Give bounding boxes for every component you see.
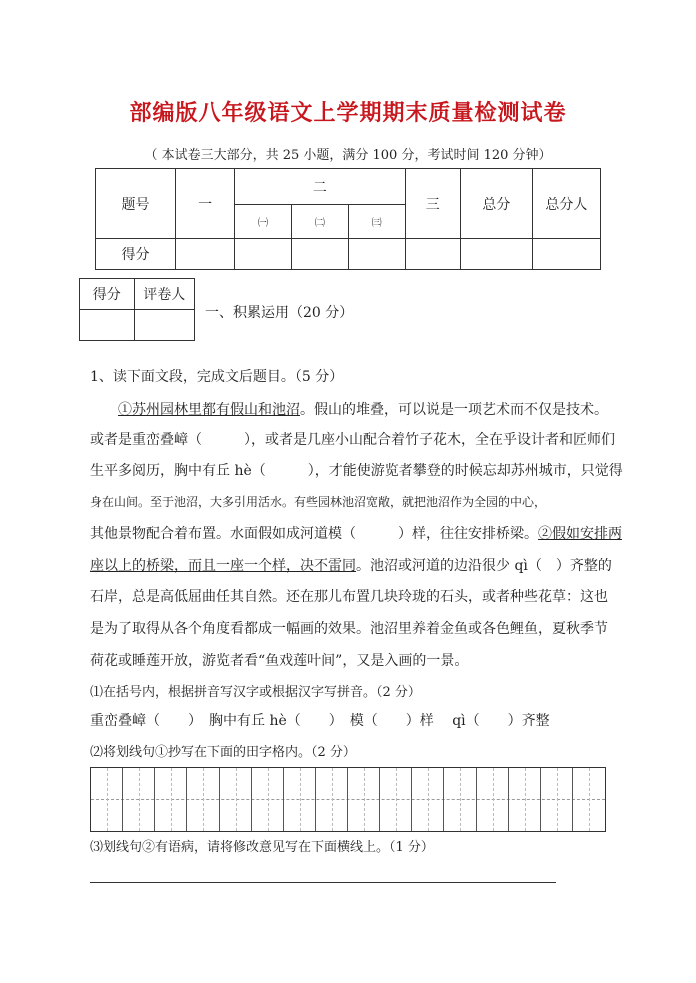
grid-guide-line [428,768,429,831]
header-scorer: 总分人 [532,169,600,239]
passage-line: 荷花或睡莲开放，游览者看“鱼戏莲叶间”，又是入画的一景。 [90,653,469,669]
grid-guide-line [396,768,397,831]
grid-guide-line [460,768,461,831]
header-sub-2: ㈡ [291,205,348,239]
grader-reviewer-label: 评卷人 [134,279,194,310]
underlined-sentence-2-start: ②假如安排两 [538,526,622,542]
grid-guide-line [589,768,590,831]
header-question-number: 题号 [96,169,176,239]
grid-guide-line [557,768,558,831]
grid-guide-line [171,768,172,831]
grid-guide-line [107,768,108,831]
row-score-label: 得分 [96,239,176,270]
grid-guide-line [139,768,140,831]
grader-score-label: 得分 [80,279,135,310]
grid-guide-line [300,768,301,831]
grader-score-cell[interactable] [80,310,135,341]
passage-line [90,399,610,419]
underlined-sentence-2-end: 座以上的桥梁，而且一座一个样，决不雷同 [90,558,356,574]
passage-text: 。池沼或河道的边沿很少 qì（ ）齐整的 [356,558,612,574]
header-sub-3: ㈢ [348,205,405,239]
score-cell[interactable] [235,239,292,270]
score-cell[interactable] [176,239,235,270]
header-part-one: 一 [176,169,235,239]
passage-line: 或者是重峦叠嶂（ ），或者是几座小山配合着竹子花木，全在乎设计者和匠师们 [90,432,615,448]
header-part-three: 三 [405,169,460,239]
grader-table [79,278,195,341]
passage-line: 身在山间。至于池沼，大多引用活水。有些园林池沼宽敞，就把池沼作为全园的中心， [90,495,547,509]
passage-text: 。假山的堆叠，可以说是一项艺术而不仅是技术。 [300,402,608,418]
question-1-heading: 1、读下面文段，完成文后题目。（5 分） [90,369,344,385]
grid-guide-line [203,768,204,831]
exam-subtitle: （ 本试卷三大部分，共 25 小题，满分 100 分，考试时间 120 分钟） [144,148,552,163]
fill-in-blanks[interactable]: 重峦叠嶂（ ） 胸中有丘 hè（ ） 模（ ）样 qì（ ）齐整 [90,713,550,729]
score-cell[interactable] [460,239,532,270]
answer-line[interactable] [90,882,556,883]
passage-line [90,523,622,543]
grid-guide-line [364,768,365,831]
grid-guide-line [493,768,494,831]
passage-line: 是为了取得从各个角度看都成一幅画的效果。池沼里养着金鱼或各色鲤鱼，夏秋季节 [90,621,608,637]
exam-title: 部编版八年级语文上学期期末质量检测试卷 [129,101,567,126]
grid-guide-line [268,768,269,831]
grid-guide-line [332,768,333,831]
sub-question-3: ⑶划线句②有语病，请将修改意见写在下面横线上。（1 分） [90,840,434,855]
passage-line: 生平多阅历，胸中有丘 hè（ ），才能使游览者攀登的时候忘却苏州城市，只觉得 [90,463,623,479]
header-part-two: 二 [235,169,405,205]
grid-guide-line [236,768,237,831]
section-heading: 一、积累运用（20 分） [205,305,354,321]
header-total: 总分 [460,169,532,239]
passage-line [90,555,610,575]
sub-question-2: ⑵将划线句①抄写在下面的田字格内。（2 分） [90,745,356,760]
underlined-sentence-1: ①苏州园林里都有假山和池沼 [118,402,300,418]
score-cell[interactable] [291,239,348,270]
grid-guide-line [525,768,526,831]
score-cell[interactable] [348,239,405,270]
sub-question-1: ⑴在括号内，根据拼音写汉字或根据汉字写拼音。（2 分） [90,685,421,700]
header-sub-1: ㈠ [235,205,292,239]
score-cell[interactable] [532,239,600,270]
passage-text: 其他景物配合着布置。水面假如成河道模（ ）样，往往安排桥梁。 [90,526,538,542]
score-table [95,168,601,270]
tianzige-grid[interactable] [90,767,606,832]
grader-reviewer-cell[interactable] [134,310,194,341]
score-cell[interactable] [405,239,460,270]
passage-line: 石岸，总是高低屈曲任其自然。还在那儿布置几块玲珑的石头，或者种些花草：这也 [90,589,608,605]
